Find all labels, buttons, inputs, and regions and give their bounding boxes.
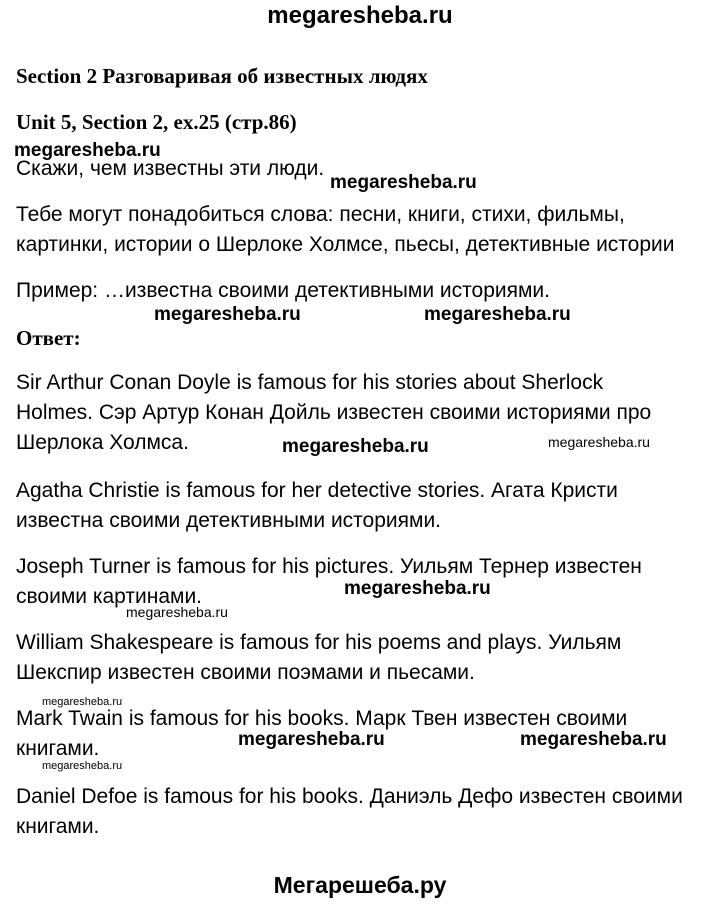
example-text: Пример: …известна своими детективными историями. [16, 279, 550, 302]
answer-1-line-3: Шерлока Холмса. [16, 431, 189, 454]
section-title: Section 2 Разговаривая об известных людях [16, 64, 428, 88]
watermark: megaresheba.ru [548, 434, 650, 450]
watermark: megaresheba.ru [282, 436, 429, 457]
watermark: megaresheba.ru [14, 140, 161, 161]
unit-title: Unit 5, Section 2, ex.25 (стр.86) [16, 110, 297, 134]
site-footer-title: Мегарешеба.ру [273, 872, 447, 898]
answer-3-line-2: своими картинами. [16, 585, 203, 608]
task-text: Скажи, чем известны эти люди. [16, 157, 325, 180]
watermark: megaresheba.ru [238, 729, 385, 750]
answer-6-line-1: Daniel Defoe is famous for his books. Даниэль Дефо известен своими [16, 785, 683, 808]
answer-3-line-1: Joseph Turner is famous for his pictures. Уильям Тернер известен [16, 555, 642, 578]
watermark: megaresheba.ru [424, 304, 571, 325]
answer-4-line-2: Шекспир известен своими поэмами и пьесами. [16, 661, 475, 684]
answer-5-line-2: книгами. [16, 737, 100, 760]
watermark: megaresheba.ru [330, 172, 477, 193]
watermark: megaresheba.ru [520, 729, 667, 750]
answer-6-line-2: книгами. [16, 815, 100, 838]
hint-line-1: Тебе могут понадобиться слова: песни, книги, стихи, фильмы, [16, 203, 625, 226]
watermark: megaresheba.ru [42, 760, 123, 772]
watermark: megaresheba.ru [154, 304, 301, 325]
watermark: megaresheba.ru [42, 696, 123, 708]
answer-4-line-1: William Shakespeare is famous for his poems and plays. Уильям [16, 631, 622, 654]
watermark: megaresheba.ru [126, 604, 228, 620]
watermark: megaresheba.ru [344, 578, 491, 599]
answer-2-line-2: известна своими детективными историями. [16, 509, 442, 532]
site-header-title: megaresheba.ru [267, 2, 453, 29]
answer-5-line-1: Mark Twain is famous for his books. Марк Твен известен своими [16, 707, 628, 730]
answer-1-line-1: Sir Arthur Conan Doyle is famous for his stories about Sherlock [16, 371, 604, 394]
answer-label: Ответ: [16, 326, 81, 350]
answer-1-line-2: Holmes. Сэр Артур Конан Дойль известен своими историями про [16, 401, 652, 424]
hint-line-2: картинки, истории о Шерлоке Холмсе, пьесы, детективные истории [16, 233, 675, 256]
answer-2-line-1: Agatha Christie is famous for her detective stories. Агата Кристи [16, 479, 618, 502]
